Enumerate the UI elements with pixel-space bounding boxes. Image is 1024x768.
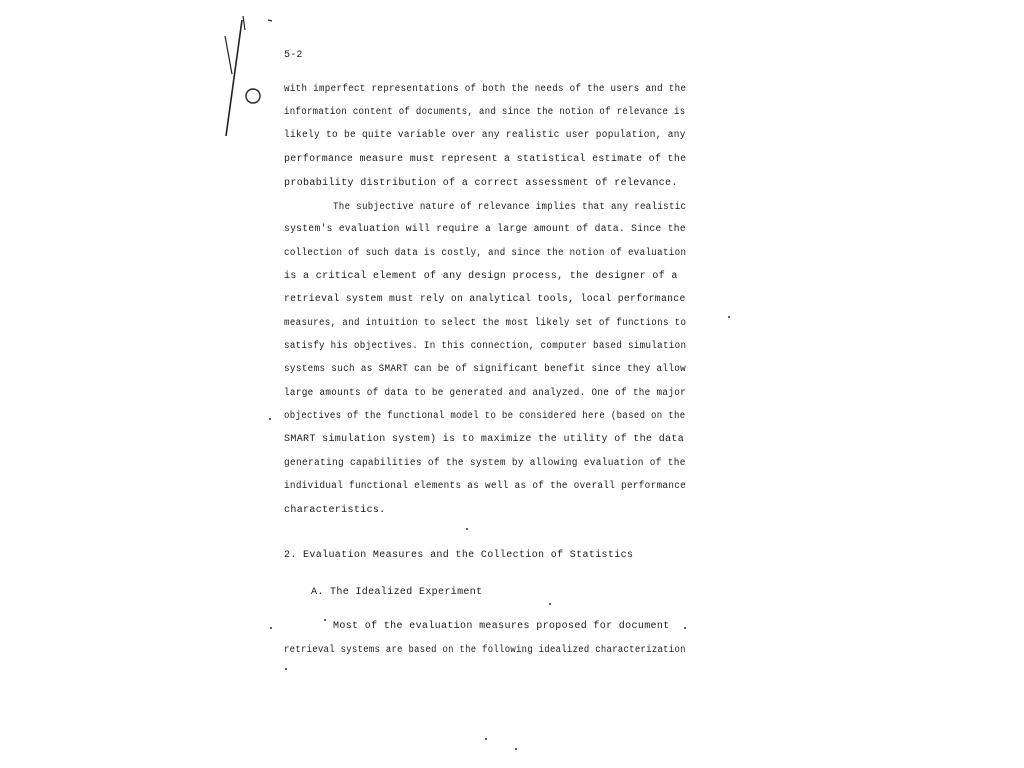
scan-speck bbox=[285, 668, 287, 670]
paragraph2-line: system's evaluation will require a large amount of data. Since the bbox=[284, 224, 686, 235]
paragraph2-line: The subjective nature of relevance implies that any realistic bbox=[333, 202, 687, 213]
scan-speck bbox=[466, 528, 468, 530]
paragraph2-line: retrieval system must rely on analytical tools, local performance bbox=[284, 294, 686, 305]
handwritten-margin-mark bbox=[212, 14, 282, 144]
scan-speck bbox=[684, 627, 686, 629]
paragraph1-line: with imperfect representations of both the needs of the users and the bbox=[284, 84, 687, 95]
page-number: 5-2 bbox=[284, 50, 303, 61]
paragraph2-line: measures, and intuition to select the most likely set of functions to bbox=[284, 318, 687, 329]
scan-speck bbox=[324, 619, 326, 621]
scan-speck bbox=[515, 748, 517, 750]
paragraph2-line: characteristics. bbox=[284, 505, 386, 516]
paragraph3-line: retrieval systems are based on the following idealized characterization bbox=[284, 645, 686, 656]
paragraph2-line: generating capabilities of the system by allowing evaluation of the bbox=[284, 458, 686, 469]
paragraph1-line: probability distribution of a correct assessment of relevance. bbox=[284, 178, 678, 189]
scan-speck bbox=[549, 603, 551, 605]
paragraph2-line: collection of such data is costly, and since the notion of evaluation bbox=[284, 248, 687, 259]
scan-speck bbox=[728, 316, 730, 318]
paragraph2-line: is a critical element of any design process, the designer of a bbox=[284, 271, 678, 282]
section-heading: 2. Evaluation Measures and the Collection of Statistics bbox=[284, 550, 634, 561]
paragraph1-line: information content of documents, and since the notion of relevance is bbox=[284, 107, 686, 118]
paragraph2-line: systems such as SMART can be of significant benefit since they allow bbox=[284, 364, 687, 375]
scan-speck bbox=[485, 738, 487, 740]
paragraph2-line: SMART simulation system) is to maximize the utility of the data bbox=[284, 434, 685, 445]
paragraph2-line: individual functional elements as well as of the overall performance bbox=[284, 481, 687, 492]
scan-speck bbox=[269, 418, 271, 420]
paragraph1-line: performance measure must represent a statistical estimate of the bbox=[284, 154, 687, 165]
paragraph3-line: Most of the evaluation measures proposed for document bbox=[333, 621, 670, 632]
paragraph2-line: large amounts of data to be generated and analyzed. One of the major bbox=[284, 388, 687, 399]
paragraph1-line: likely to be quite variable over any realistic user population, any bbox=[284, 130, 686, 141]
subsection-heading: A. The Idealized Experiment bbox=[311, 587, 483, 598]
scan-speck bbox=[270, 627, 272, 629]
paragraph2-line: satisfy his objectives. In this connection, computer based simulation bbox=[284, 341, 687, 352]
paragraph2-line: objectives of the functional model to be considered here (based on the bbox=[284, 411, 686, 422]
